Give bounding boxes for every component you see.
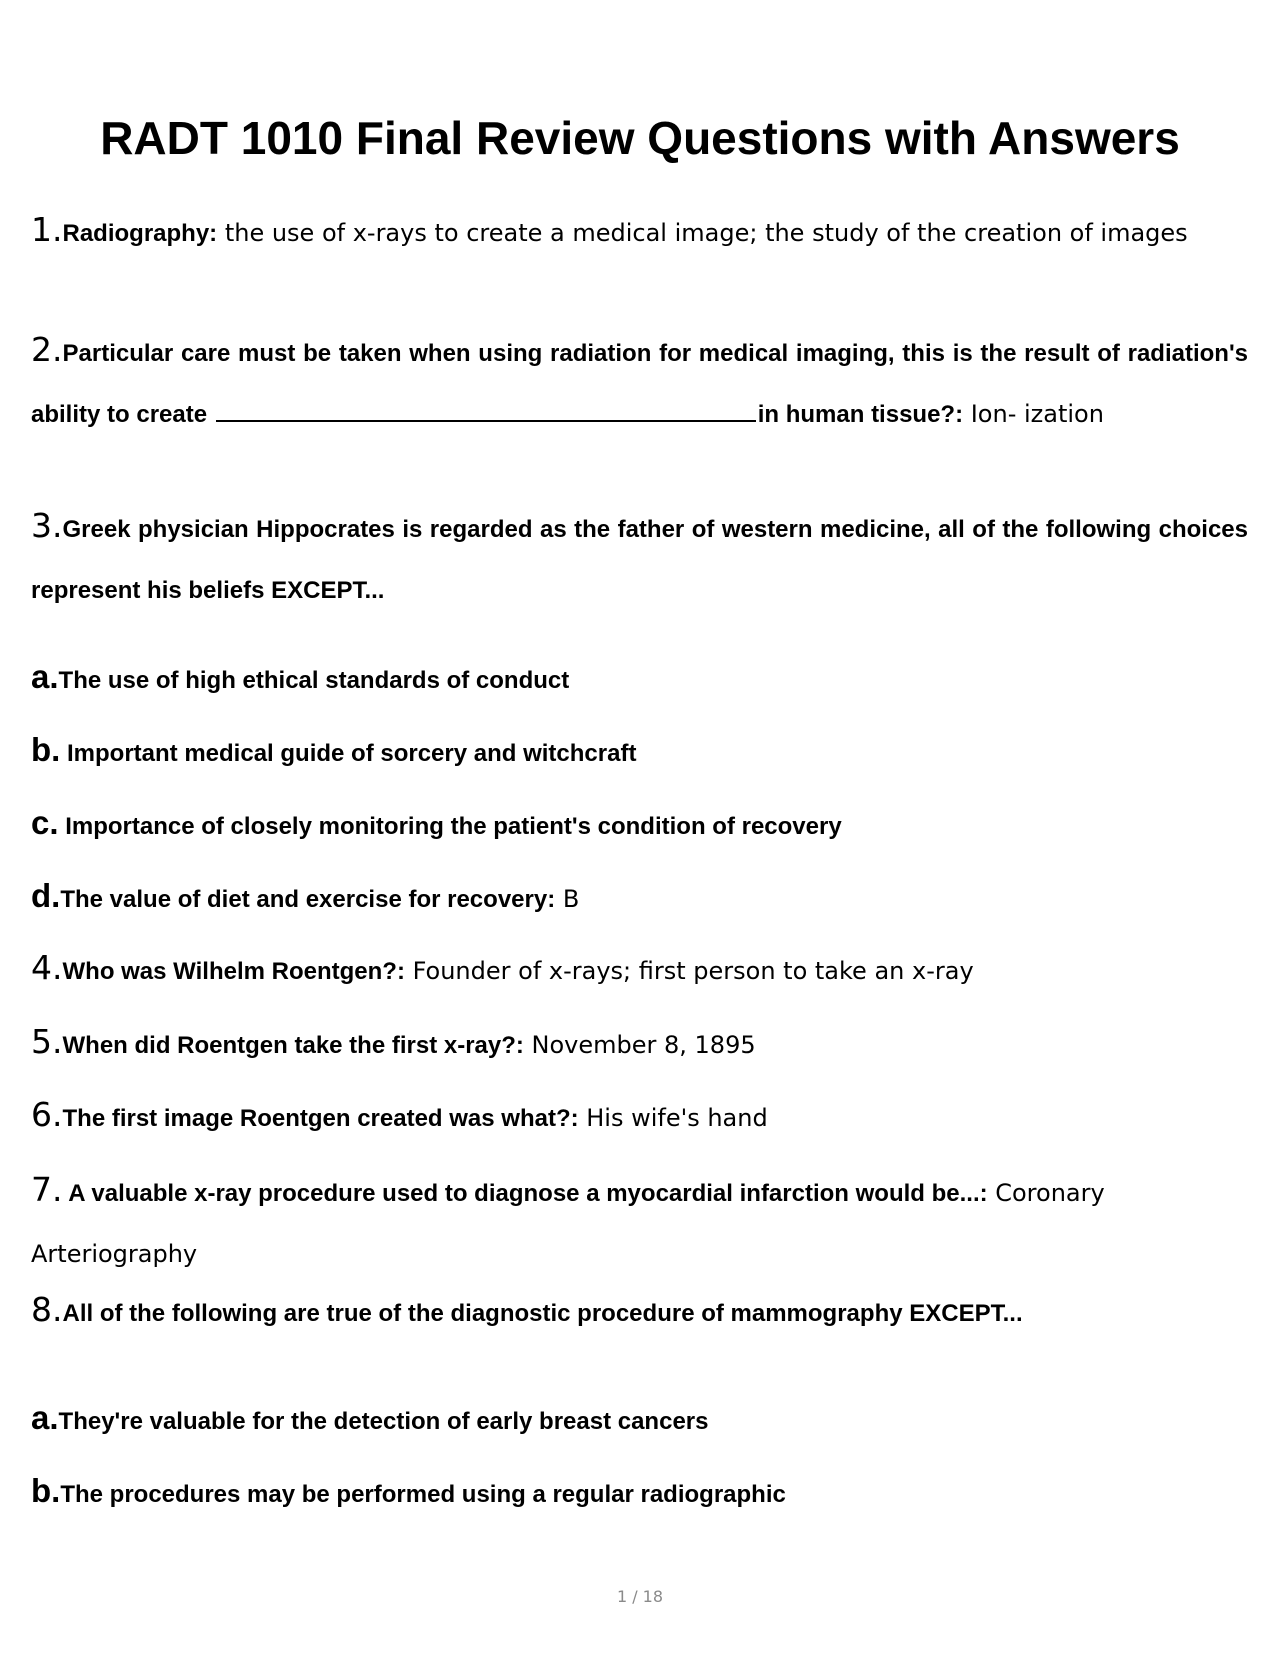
fill-in-blank	[216, 396, 756, 422]
choice-a	[31, 647, 1248, 711]
answer-text: November 8, 1895	[523, 1031, 756, 1059]
choice-letter: b.	[31, 731, 61, 768]
question-text: Greek physician Hippocrates is regarded as the father of western medicine, all of the following choices represent his beliefs EXCEPT...	[31, 516, 1248, 604]
question-number: 5.	[31, 1022, 63, 1061]
choice-text: The use of high ethical standards of conduct	[58, 667, 570, 694]
question-6	[31, 1085, 1248, 1149]
question-number: 2.	[31, 330, 63, 369]
choice-letter: a.	[31, 658, 59, 695]
answer-text: Coronary Arteriography	[31, 1179, 1105, 1268]
choice-b	[31, 720, 1248, 784]
question-number: 4.	[31, 948, 63, 987]
question-text: Radiography:	[62, 220, 218, 247]
answer-text: Ion- ization	[963, 400, 1104, 428]
page-indicator: 1 / 18	[616, 1587, 664, 1606]
question-4	[31, 938, 1248, 1002]
question-3	[31, 496, 1248, 621]
question-number: 7.	[31, 1170, 63, 1209]
question-text: When did Roentgen take the first x-ray?:	[62, 1032, 524, 1059]
choice-text: The value of diet and exercise for recovery:	[60, 886, 556, 913]
choice-text: Importance of closely monitoring the patient's condition of recovery	[58, 813, 842, 840]
choice-d	[31, 866, 1248, 930]
question-text: The first image Roentgen created was what?:	[62, 1105, 579, 1132]
choice-text: The procedures may be performed using a regular radiographic	[60, 1481, 786, 1508]
question-text: A valuable x-ray procedure used to diagnose a myocardial infarction would be...:	[62, 1180, 988, 1207]
question-number: 3.	[31, 506, 63, 545]
question-7	[31, 1160, 1248, 1284]
answer-text: B	[555, 885, 580, 913]
choice-letter: c.	[31, 804, 59, 841]
question-text-continued: in human tissue?:	[757, 401, 964, 428]
question-number: 8.	[31, 1290, 63, 1329]
answer-text: the use of x-rays to create a medical image; the study of the creation of images	[217, 219, 1188, 247]
answer-text: Founder of x-rays; first person to take an x-ray	[404, 957, 974, 985]
choice-a	[31, 1388, 1248, 1452]
question-text: Who was Wilhelm Roentgen?:	[62, 958, 405, 985]
choice-letter: a.	[31, 1399, 59, 1436]
choice-letter: d.	[31, 877, 61, 914]
question-2	[31, 320, 1248, 445]
question-number: 1.	[31, 210, 63, 249]
question-text: All of the following are true of the diagnostic procedure of mammography EXCEPT...	[62, 1300, 1023, 1327]
question-number: 6.	[31, 1095, 63, 1134]
choice-b	[31, 1461, 1248, 1525]
document-title: RADT 1010 Final Review Questions with Answers	[100, 112, 1180, 164]
question-8	[31, 1280, 1248, 1344]
choice-text: Important medical guide of sorcery and witchcraft	[60, 740, 637, 767]
choice-text: They're valuable for the detection of early breast cancers	[58, 1408, 709, 1435]
choice-letter: b.	[31, 1472, 61, 1509]
question-1	[31, 200, 1248, 264]
question-5	[31, 1012, 1248, 1076]
answer-text: His wife's hand	[578, 1104, 768, 1132]
choice-c	[31, 793, 1248, 857]
question-text: Particular care must be taken when using radiation for medical imaging, this is the result of radiation's ability to create	[31, 340, 1248, 428]
